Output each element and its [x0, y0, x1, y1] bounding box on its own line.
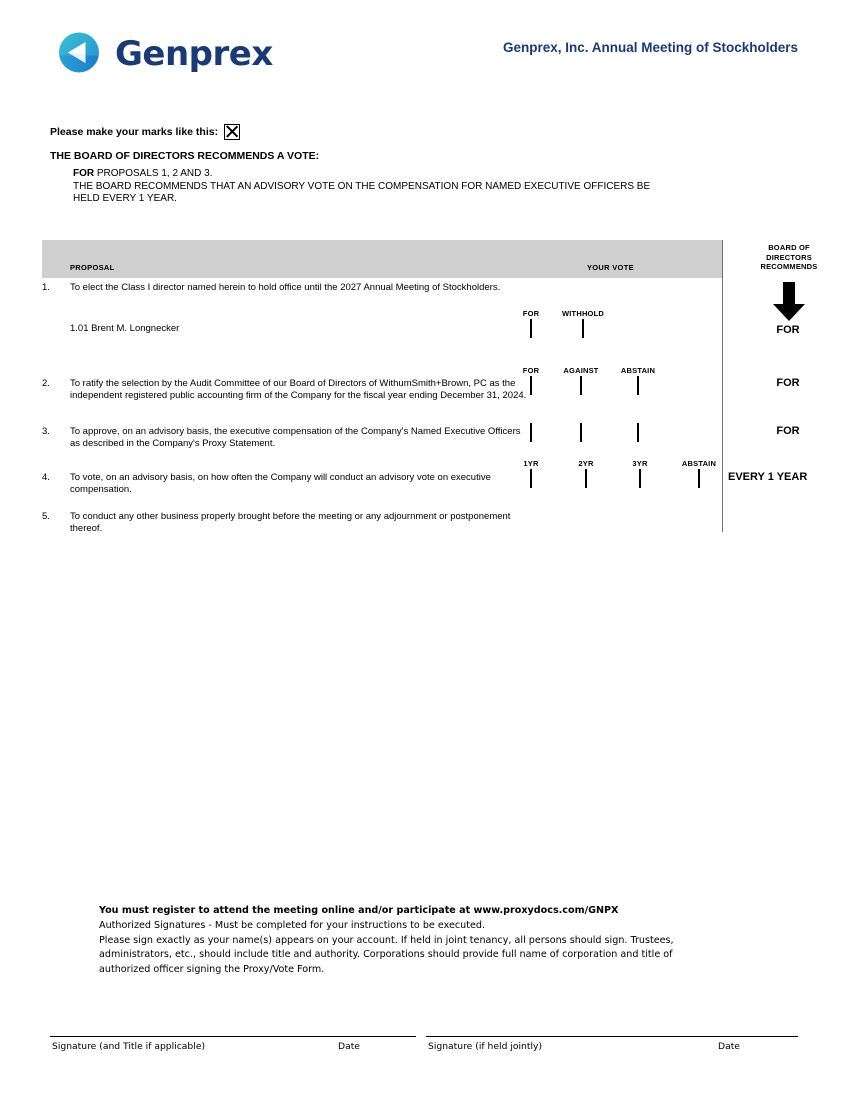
signature-line-right: [426, 1036, 798, 1037]
board-recommendation-heading: THE BOARD OF DIRECTORS RECOMMENDS A VOTE:: [50, 150, 320, 162]
vote-option-against[interactable]: [555, 366, 607, 395]
column-header-your-vote: YOUR VOTE: [587, 263, 634, 272]
vote-option-label: WITHHOLD: [561, 309, 604, 318]
board-recommendation-value: FOR: [776, 324, 800, 336]
checkbox[interactable]: [639, 469, 641, 488]
signature-label-left: Signature (and Title if applicable): [52, 1041, 206, 1052]
recommendation-line-3: HELD EVERY 1 YEAR.: [73, 193, 177, 205]
proposal-text: To elect the Class I director named herein to hold office until the 2027 Annual Meeting of Stockholders.: [70, 282, 501, 293]
vote-option-abstain[interactable]: [612, 424, 664, 442]
authorized-signatures-note: Authorized Signatures - Must be completed for your instructions to be executed.: [99, 919, 486, 931]
marks-instruction-label: Please make your marks like this:: [50, 126, 219, 138]
checkbox[interactable]: [585, 469, 587, 488]
brand-logo: [55, 30, 273, 78]
checkbox[interactable]: [637, 423, 639, 442]
vote-option-3yr[interactable]: [623, 459, 657, 488]
genprex-circle-logo: [55, 30, 103, 78]
proposal-text: To conduct any other business properly brought before the meeting or any adjournment or postponement thereof.: [70, 511, 511, 534]
column-header-board-recommends: [734, 243, 844, 272]
x-mark-sample-icon: [224, 124, 240, 140]
recommendation-line-1-rest: PROPOSALS 1, 2 AND 3.: [94, 168, 213, 179]
vertical-divider: [722, 240, 723, 532]
recommendation-for-keyword: FOR: [73, 168, 95, 179]
signature-line-left: [50, 1036, 416, 1037]
proposal-text: To approve, on an advisory basis, the executive compensation of the Company's Named Executive Officers as described in the Company's Proxy Statement.: [70, 426, 521, 449]
proposal-number: 2.: [42, 378, 50, 389]
vote-option-for[interactable]: [514, 366, 548, 395]
signature-date-label-right: Date: [718, 1041, 740, 1052]
vote-option-1yr[interactable]: [514, 459, 548, 488]
checkbox[interactable]: [637, 376, 639, 395]
board-recommendation-value: FOR: [776, 377, 800, 389]
vote-option-for[interactable]: [514, 309, 548, 338]
register-notice: You must register to attend the meeting online and/or participate at www.proxydocs.com/GNPX: [99, 905, 619, 916]
vote-option-label: FOR: [522, 366, 540, 375]
marks-instruction: [50, 124, 240, 140]
vote-option-label: FOR: [522, 309, 540, 318]
vote-option-label: ABSTAIN: [620, 366, 656, 375]
signing-instructions-line-1: Please sign exactly as your name(s) appears on your account. If held in joint tenancy, all persons should sign. Trustees,: [99, 934, 674, 946]
signing-instructions-line-2: administrators, etc., should include title and authority. Corporations should provide full name of corporation and title of: [99, 949, 673, 961]
vote-option-withhold[interactable]: [555, 309, 611, 338]
logo-wordmark: Genprex: [115, 34, 273, 74]
board-recommendation-detail: [73, 168, 773, 206]
column-header-proposal: PROPOSAL: [70, 263, 115, 272]
nominee-label: 1.01 Brent M. Longnecker: [70, 323, 180, 334]
proposal-number: 3.: [42, 426, 50, 437]
vote-option-label: 1YR: [523, 459, 539, 468]
vote-option-abstain[interactable]: [612, 366, 664, 395]
proposal-text: To vote, on an advisory basis, on how often the Company will conduct an advisory vote on executive compensation.: [70, 472, 491, 495]
footer-instructions: [99, 904, 749, 978]
checkbox[interactable]: [582, 319, 584, 338]
recommendation-line-2: THE BOARD RECOMMENDS THAT AN ADVISORY VOTE ON THE COMPENSATION FOR NAMED EXECUTIVE OFFICERS BE: [73, 180, 651, 192]
vote-option-label: ABSTAIN: [681, 459, 717, 468]
column-header-board-line-3: RECOMMENDS: [760, 262, 818, 271]
checkbox[interactable]: [580, 423, 582, 442]
vote-option-label: 3YR: [632, 459, 648, 468]
proposal-number: 5.: [42, 511, 50, 522]
vote-option-abstain[interactable]: [673, 459, 725, 488]
checkbox[interactable]: [530, 423, 532, 442]
checkbox[interactable]: [698, 469, 700, 488]
vote-option-against[interactable]: [555, 424, 607, 442]
signing-instructions-line-3: authorized officer signing the Proxy/Vote Form.: [99, 964, 325, 976]
board-recommendation-value: FOR: [776, 425, 800, 437]
column-header-board-line-1: BOARD OF: [768, 243, 810, 252]
column-header-board-line-2: DIRECTORS: [766, 252, 812, 262]
recommendation-line-1: [73, 168, 773, 181]
vote-option-2yr[interactable]: [569, 459, 603, 488]
board-recommendation-value: EVERY 1 YEAR: [728, 471, 808, 483]
proposal-text: To ratify the selection by the Audit Committee of our Board of Directors of WithumSmith+Brown, PC as the independent registered public accounting firm of the Company for the fiscal year ending December 31, 2024.: [70, 378, 527, 401]
vote-option-label: 2YR: [578, 459, 594, 468]
checkbox[interactable]: [530, 469, 532, 488]
page-header: [0, 0, 850, 110]
signature-date-label-left: Date: [338, 1041, 360, 1052]
table-header-bar: [42, 240, 722, 278]
vote-option-for[interactable]: [514, 424, 548, 442]
proposal-number: 4.: [42, 472, 50, 483]
proposal-number: 1.: [42, 282, 50, 293]
down-arrow-icon: [771, 282, 807, 322]
signature-label-right: Signature (if held jointly): [428, 1041, 543, 1052]
checkbox[interactable]: [580, 376, 582, 395]
page-title: Genprex, Inc. Annual Meeting of Stockholders: [502, 40, 798, 55]
checkbox[interactable]: [530, 376, 532, 395]
vote-option-label: AGAINST: [563, 366, 599, 375]
checkbox[interactable]: [530, 319, 532, 338]
